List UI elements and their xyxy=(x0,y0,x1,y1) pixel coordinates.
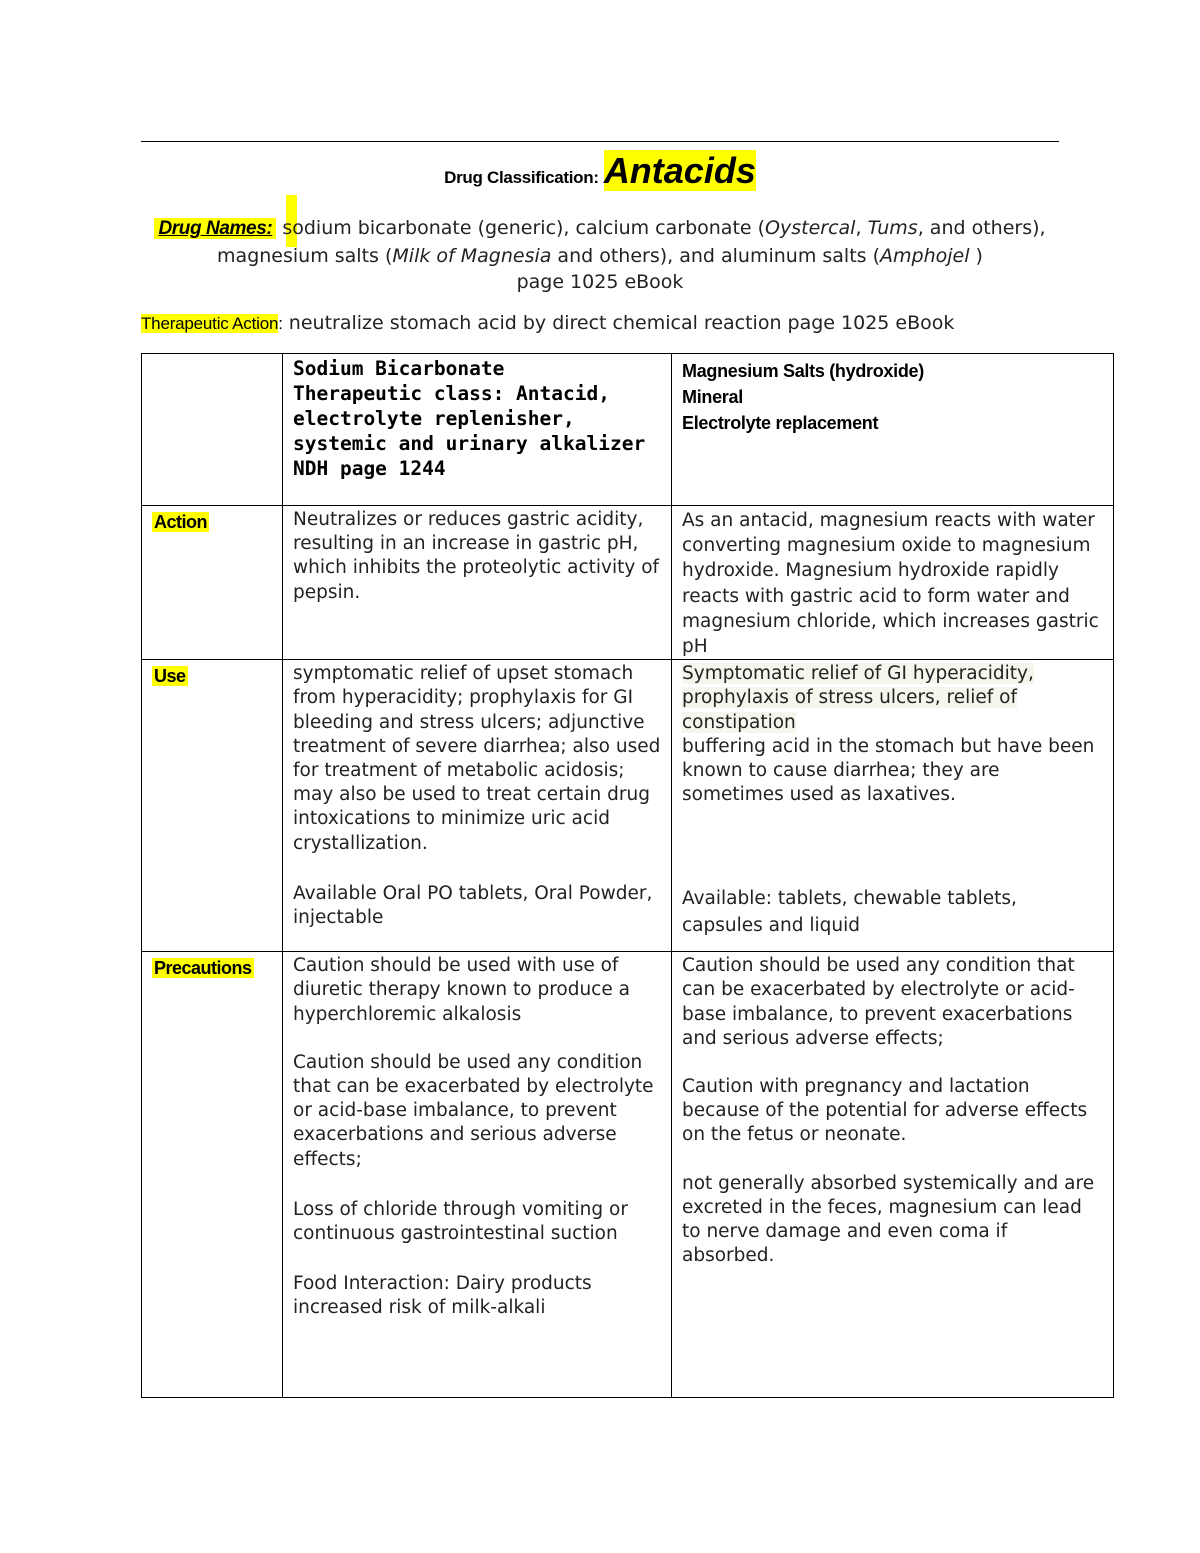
therapeutic-action-text: neutralize stomach acid by direct chemical reaction page 1025 eBook xyxy=(282,312,955,334)
therapeutic-action-line xyxy=(141,312,1141,334)
row-label-cell xyxy=(142,660,283,952)
row-label-action: Action xyxy=(154,512,207,532)
brand-name: Tums xyxy=(867,217,918,239)
row-label-cell xyxy=(142,506,283,660)
col1-header-drug: Sodium Bicarbonate xyxy=(293,357,505,380)
drug-names-text: , and others), magnesium salts ( xyxy=(217,217,1046,267)
cell-text: Caution should be used any condition that can be exacerbated by electrolyte or acid-base imbalance, to prevent exacerbations and serious adverse effects; xyxy=(293,1051,654,1170)
cell-text: Food Interaction: Dairy products increased risk of milk-alkali xyxy=(293,1273,592,1319)
top-rule xyxy=(141,141,1059,142)
cell-text: Symptomatic relief of GI hyperacidity, prophylaxis of stress ulcers, relief of constipation xyxy=(682,663,1034,733)
precautions-sodium-cell xyxy=(283,952,672,1398)
table-row-use xyxy=(142,660,1114,952)
table-row-action xyxy=(142,506,1114,660)
cell-text: Caution with pregnancy and lactation because of the potential for adverse effects on the fetus or neonate. xyxy=(682,1076,1088,1146)
classification-value: Antacids xyxy=(603,150,756,191)
brand-name: Oystercal xyxy=(765,217,856,239)
drug-comparison-table xyxy=(141,353,1114,1398)
table-corner-cell xyxy=(142,354,283,506)
magnesium-salts-header xyxy=(672,354,1114,506)
sodium-bicarbonate-header xyxy=(283,354,672,506)
col2-header-sub: Electrolyte replacement xyxy=(682,413,879,433)
table-row-precautions xyxy=(142,952,1114,1398)
cell-text: Available: tablets, chewable tablets, capsules and liquid xyxy=(682,888,1017,937)
classification-heading xyxy=(0,150,1200,192)
action-magnesium-cell xyxy=(672,506,1114,660)
cell-text: Loss of chloride through vomiting or continuous gastrointestinal suction xyxy=(293,1198,628,1245)
therapeutic-action-label: Therapeutic Action xyxy=(141,314,279,333)
col1-header-class: Therapeutic class: Antacid, electrolyte replenisher, systemic and urinary alkalizer xyxy=(293,382,646,455)
cell-text: symptomatic relief of upset stomach from hyperacidity; prophylaxis for GI bleeding and stress ulcers; adjunctive treatment of severe diarrhea; also used for treatment of metabolic acidosis; may also be used to treat certain drug intoxications to minimize uric acid crystallization. xyxy=(293,663,661,854)
row-label-use: Use xyxy=(154,666,186,687)
drug-names-text: ) xyxy=(969,244,983,267)
row-label-cell xyxy=(142,952,283,1398)
cell-text: buffering acid in the stomach but have been known to cause diarrhea; they are sometimes used as laxatives. xyxy=(682,735,1095,806)
therapeutic-action-colon: : xyxy=(278,314,283,333)
use-magnesium-cell xyxy=(672,660,1114,952)
cell-text: Caution should be used with use of diuretic therapy known to produce a hyperchloremic alkalosis xyxy=(293,955,630,1025)
cell-text: Neutralizes or reduces gastric acidity, resulting in an increase in gastric pH, which inhibits the proteolytic activity of pepsin. xyxy=(293,509,660,603)
drug-names-text: sodium bicarbonate (generic), calcium carbonate ( xyxy=(276,217,766,239)
action-sodium-cell xyxy=(283,506,672,660)
col2-header-class: Mineral xyxy=(682,387,743,407)
drug-names-page-ref: page 1025 eBook xyxy=(516,271,684,293)
drug-names-paragraph xyxy=(141,215,1059,296)
row-label-precautions: Precautions xyxy=(154,958,252,979)
use-sodium-cell xyxy=(283,660,672,952)
precautions-magnesium-cell xyxy=(672,952,1114,1398)
cell-text: not generally absorbed systemically and are excreted in the feces, magnesium can lead to nerve damage and even coma if absorbed. xyxy=(682,1172,1095,1267)
table-header-row xyxy=(142,354,1114,506)
cell-text: Caution should be used any condition that can be exacerbated by electrolyte or acid-base imbalance, to prevent exacerbations and serious adverse effects; xyxy=(682,955,1075,1049)
brand-name: Milk of Magnesia xyxy=(392,244,552,267)
cell-text: Available Oral PO tablets, Oral Powder, injectable xyxy=(293,882,653,929)
brand-name: Amphojel xyxy=(880,244,970,267)
classification-label: Drug Classification: xyxy=(444,168,599,187)
drug-names-label: Drug Names: xyxy=(154,218,276,239)
drug-names-text: , xyxy=(855,217,868,239)
cell-text: As an antacid, magnesium reacts with water converting magnesium oxide to magnesium hydroxide. Magnesium hydroxide rapidly reacts with gastric acid to form water and magnesium chloride, which increases gastric pH xyxy=(682,510,1099,658)
col2-header-drug: Magnesium Salts (hydroxide) xyxy=(682,361,924,381)
drug-names-text: and others), and aluminum salts ( xyxy=(551,244,881,267)
col1-header-ref: NDH page 1244 xyxy=(293,457,446,480)
